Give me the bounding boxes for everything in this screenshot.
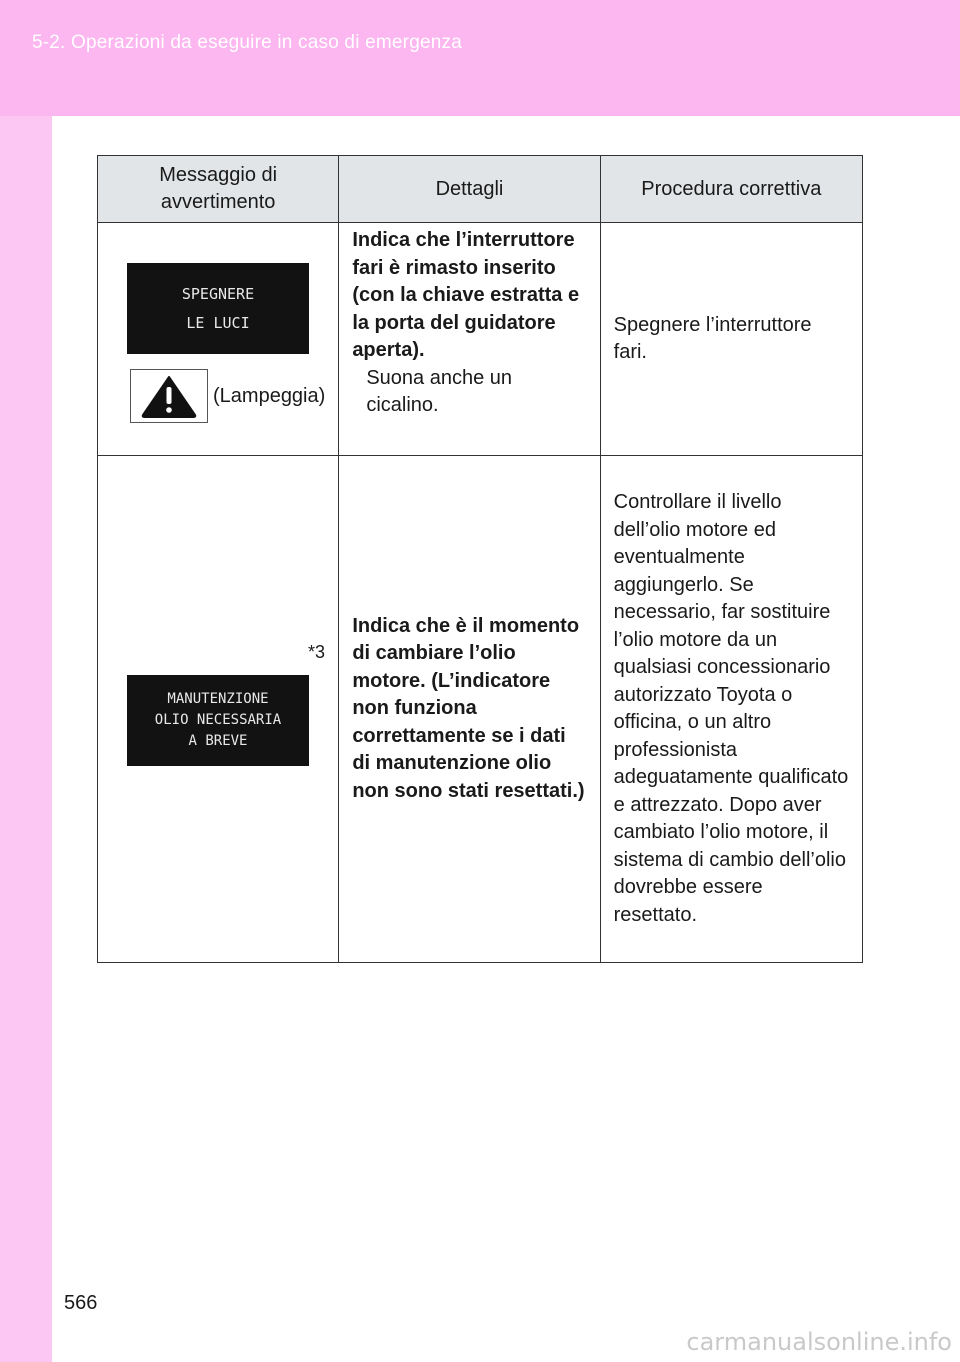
column-header-procedure: Procedura correttiva bbox=[600, 156, 862, 223]
column-header-details: Dettagli bbox=[339, 156, 600, 223]
page-header bbox=[0, 0, 960, 116]
table-row bbox=[98, 456, 863, 963]
exclamation-triangle-icon bbox=[140, 374, 198, 418]
procedure-text: Controllare il livello dell’olio motore ed eventualmente aggiungerlo. Se necessario, far sostituire l’olio motore da un qualsiasi concessionario autorizzato Toyota o officina, o un altro professionista adeguatamente qualificato e attrezzato. Dopo aver cambiato l’olio motore, il sistema di cambio dell’olio dovrebbe essere resettato. bbox=[613, 491, 849, 926]
page-number: 566 bbox=[64, 1292, 98, 1314]
footnote-reference: *3 bbox=[308, 642, 326, 662]
details-cell-oil bbox=[339, 456, 600, 963]
warning-indicator bbox=[130, 369, 208, 423]
watermark: carmanualsonline.info bbox=[686, 1328, 952, 1356]
message-cell-oil bbox=[98, 456, 339, 963]
table-row bbox=[98, 223, 863, 456]
lcd-line: OLIO NECESSARIA bbox=[154, 712, 282, 728]
lcd-line: SPEGNERE bbox=[181, 284, 255, 303]
procedure-cell-lights bbox=[600, 223, 862, 456]
procedure-cell-oil bbox=[600, 456, 862, 963]
side-margin-strip bbox=[0, 116, 52, 1362]
details-text: Indica che è il momento di cambiare l’olio motore. (L’indicatore non funziona correttamente se i dati di manutenzione olio non sono stati resettati.) bbox=[352, 614, 585, 802]
section-title: 5-2. Operazioni da eseguire in caso di emergenza bbox=[32, 32, 462, 53]
message-cell-lights bbox=[98, 223, 339, 456]
details-text: Indica che l’interruttore fari è rimasto inserito (con la chiave estratta e la porta del guidatore aperta). bbox=[352, 229, 580, 361]
procedure-text: Spegnere l’interruttore fari. bbox=[613, 313, 812, 363]
warning-messages-table bbox=[97, 155, 863, 963]
details-note: Suona anche un cicalino. bbox=[366, 366, 512, 416]
blink-label: (Lampeggia) bbox=[213, 385, 326, 407]
table-header-row bbox=[98, 156, 863, 223]
column-header-message: Messaggio di avvertimento bbox=[98, 156, 339, 223]
lcd-line: MANUTENZIONE bbox=[167, 691, 269, 707]
lcd-display-oil bbox=[127, 675, 309, 766]
lcd-line: A BREVE bbox=[188, 733, 248, 749]
lcd-line: LE LUCI bbox=[186, 313, 250, 332]
lcd-display-lights bbox=[127, 263, 309, 354]
details-cell-lights bbox=[339, 223, 600, 456]
